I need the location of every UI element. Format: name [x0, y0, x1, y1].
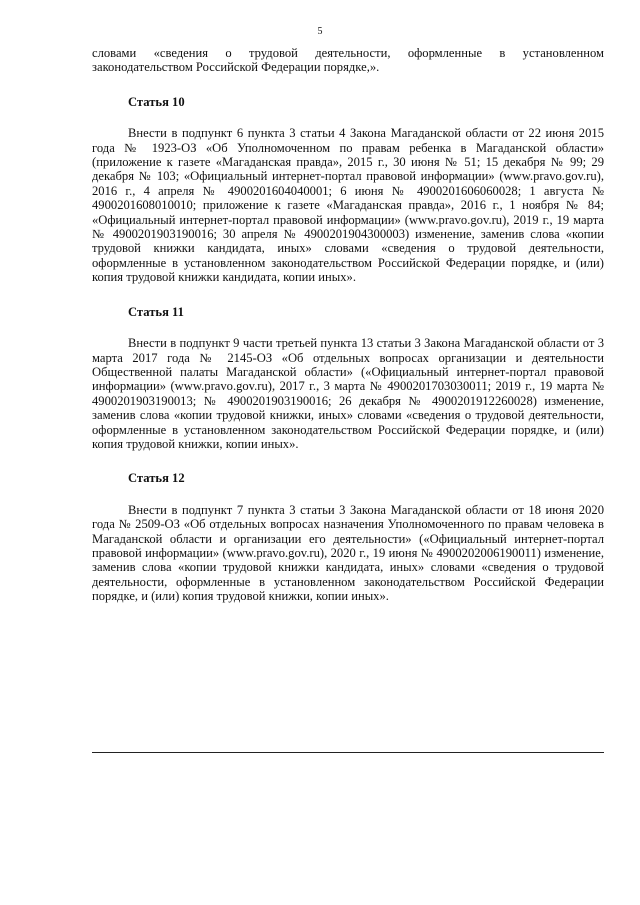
footer-divider [92, 752, 604, 753]
article-heading: Статья 12 [128, 471, 185, 486]
article-10 [92, 95, 604, 285]
page-number: 5 [317, 26, 323, 37]
article-paragraph: Внести в подпункт 6 пункта 3 статьи 4 Закона Магаданской области от 22 июня 2015 года № 1923-ОЗ «Об Уполномоченном по правам ребенка в Магаданской области» (приложение к газете «Магаданская правда», 2015 г., 30 июня № 51; 15 декабря № 99; 29 декабря № 103; «Официальный интернет-портал правовой информации» (www.pravo.gov.ru), 2016 г., 4 апреля № 4900201604040001; 6 июня № 4900201606060028; 1 августа № 4900201608010010; приложение к газете «Магаданская правда», 2016 г., 1 ноября № 84; «Официальный интернет-портал правовой информации» (www.pravo.gov.ru), 2019 г., 19 марта № 4900201903190016; 30 апреля № 4900201904300003) изменение, заменив слова «копии трудовой книжки кандидата, иных» словами «сведения о трудовой деятельности, оформленные в установленном законодательством Российской Федерации порядке, и (или) копия трудовой книжки кандидата, копии иных». [92, 126, 604, 285]
article-12 [92, 471, 604, 603]
article-paragraph: Внести в подпункт 9 части третьей пункта 13 статьи 3 Закона Магаданской области от 3 марта 2017 года № 2145-ОЗ «Об отдельных вопросах организации и деятельности Общественной палаты Магаданской области» («Официальный интернет-портал правовой информации» (www.pravo.gov.ru), 2017 г., 3 марта № 4900201703030011; 2019 г., 19 марта № 4900201903190013; № 4900201903190016; 26 декабря № 4900201912260028) изменение, заменив слова «копии трудовой книжки, иных» словами «сведения о трудовой деятельности, оформленные в установленном законодательством Российской Федерации порядке, и (или) копия трудовой книжки, копии иных». [92, 336, 604, 451]
article-paragraph: Внести в подпункт 7 пункта 3 статьи 3 Закона Магаданской области от 18 июня 2020 года № 2509-ОЗ «Об отдельных вопросах назначения Уполномоченного по правам человека в Магаданской области и организации его деятельности» («Официальный интернет-портал правовой информации» (www.pravo.gov.ru), 2020 г., 19 июня № 4900202006190011) изменение, заменив слова «копии трудовой книжки кандидата, иных» словами «сведения о трудовой деятельности, оформленные в установленном законодательством Российской Федерации порядке, и (или) копия трудовой книжки, копии иных». [92, 502, 604, 604]
article-heading: Статья 10 [128, 94, 185, 109]
intro-paragraph: словами «сведения о трудовой деятельности, оформленные в установленном законодательством Российской Федерации порядке,». [92, 46, 604, 75]
document-body [92, 46, 604, 604]
article-11 [92, 305, 604, 452]
article-heading: Статья 11 [128, 304, 184, 319]
